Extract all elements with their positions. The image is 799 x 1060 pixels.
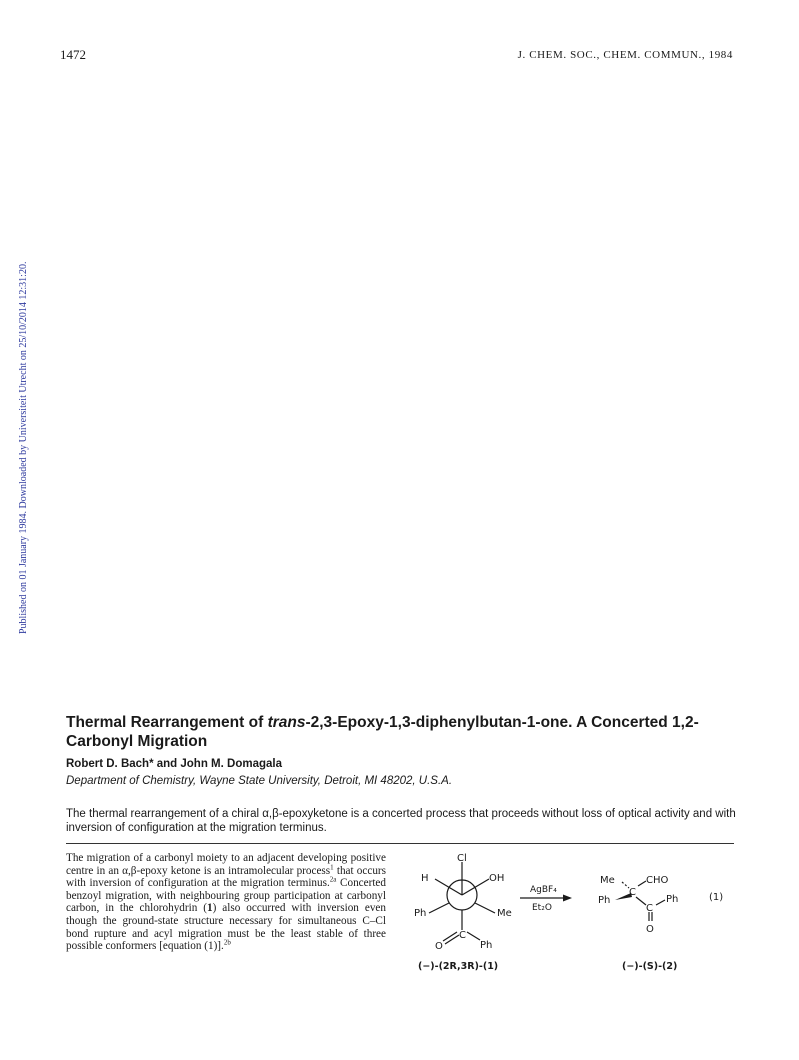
- body-paragraph: The migration of a carbonyl moiety to an adjacent developing positive centre in an α,β-epoxy ketone is an intramolecular process$^1$ that occurs with inversion of configuration at the migration terminus.$^{2a}$ Concerted benzoyl migration, with neighbouring group participation at carbonyl carbon, in the chlorohydrin (1) also occurred with inversion even though the ground-state structure necessary for simultaneous C–Cl bond rupture and acyl migration must be the least stable of three possible conformers [equation (1)].$^{2b}$: [66, 852, 386, 953]
- reagent-label: AgBF₄: [530, 885, 557, 895]
- compound-reference: 1: [207, 902, 213, 915]
- product-structure: [615, 881, 665, 921]
- product-carbonyl-carbon-label: C: [646, 903, 653, 914]
- download-notice-text: Published on 01 January 1984. Downloaded by Universiteit Utrecht on 25/10/2014 12:31:20.: [18, 261, 29, 634]
- article-title: Thermal Rearrangement of trans-2,3-Epoxy-1,3-diphenylbutan-1-one. A Concerted 1,2-Carbonyl Migration: [66, 714, 699, 750]
- reference-2b: 2b: [223, 938, 231, 947]
- affiliation: Department of Chemistry, Wayne State University, Detroit, MI 48202, U.S.A.: [66, 775, 453, 787]
- solvent-label: Et₂O: [532, 903, 552, 913]
- phenyl-bottom-label: Ph: [480, 940, 493, 951]
- methyl-label: Me: [497, 908, 512, 919]
- carbonyl-carbon-label: C: [459, 930, 466, 941]
- equation-number: (1): [709, 892, 724, 903]
- reference-2a: 2a: [329, 875, 337, 884]
- chlorine-label: Cl: [457, 853, 467, 864]
- reaction-arrow-head: [563, 895, 572, 902]
- reference-1: 1: [330, 862, 334, 871]
- page-number: 1472: [60, 47, 86, 62]
- hydroxyl-label: OH: [489, 873, 505, 884]
- phenyl-left-label: Ph: [414, 908, 427, 919]
- product-label: (−)-(S)-(2): [622, 961, 678, 972]
- hydrogen-label: H: [421, 873, 429, 884]
- product-carbonyl-oxygen-label: O: [646, 924, 654, 935]
- abstract: The thermal rearrangement of a chiral α,β-epoxyketone is a concerted process that proceeds without loss of optical activity and with inversion of configuration at the migration terminus.: [66, 808, 736, 834]
- download-notice: [2, 234, 29, 634]
- section-divider: [66, 843, 734, 844]
- reaction-scheme: [400, 850, 740, 975]
- authors: Robert D. Bach* and John M. Domagala: [66, 758, 282, 770]
- reactant-label: (−)-(2R,3R)-(1): [418, 961, 499, 972]
- carbonyl-oxygen-label: O: [435, 941, 443, 952]
- product-phenyl-label: Ph: [598, 895, 611, 906]
- product-methyl-label: Me: [600, 875, 615, 886]
- journal-header: J. CHEM. SOC., CHEM. COMMUN., 1984: [517, 49, 733, 61]
- product-phenyl-ketone-label: Ph: [666, 894, 679, 905]
- product-stereocenter-label: C: [629, 887, 636, 898]
- product-aldehyde-label: CHO: [646, 875, 669, 886]
